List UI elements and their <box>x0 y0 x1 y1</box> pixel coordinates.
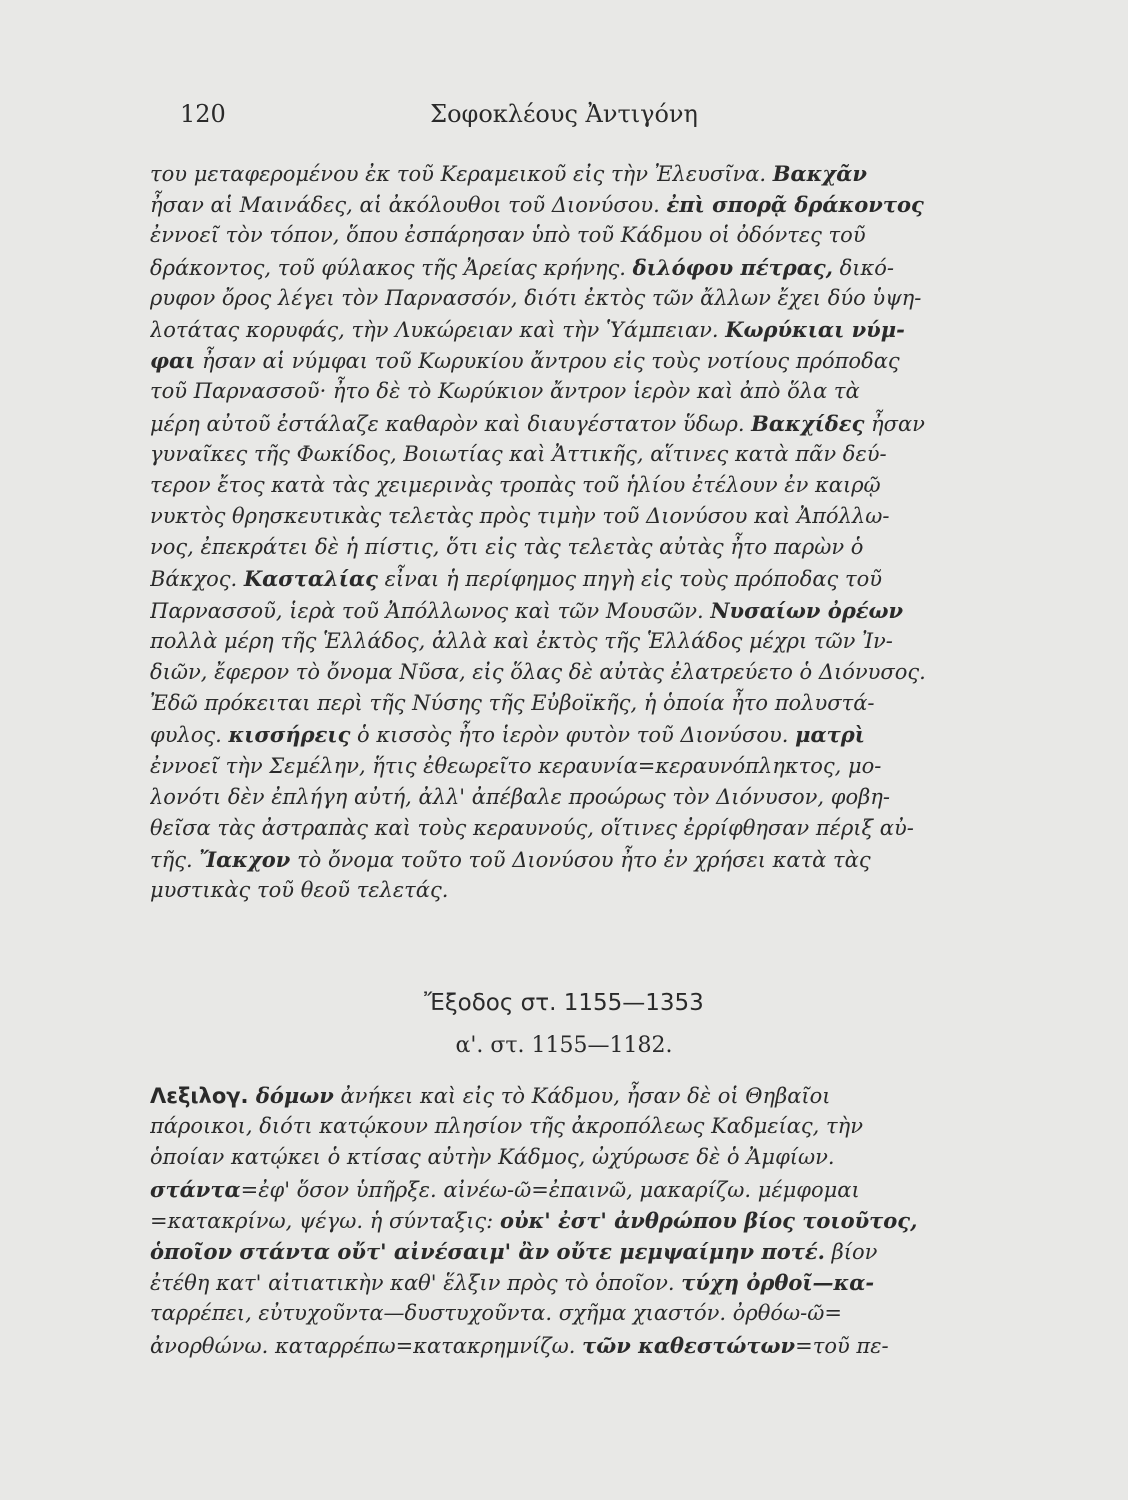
line-text: θεῖσα τὰς ἀστραπὰς καὶ τοὺς κεραυνούς, οἵτινες ἐρρίφθησαν πέριξ αὐ- <box>150 815 914 840</box>
line-text: δικό- <box>832 255 895 280</box>
glossary-line <box>150 1111 1030 1142</box>
commentary-line <box>150 844 1030 875</box>
line-text: Ἐδῶ πρόκειται περὶ τῆς Νύσης τῆς Εὐβοϊκῆς, ἡ ὁποία ἦτο πολυστά- <box>150 691 875 716</box>
line-text: Βάκχος. <box>150 567 244 592</box>
glossary-label: Λεξιλογ. <box>150 1084 256 1108</box>
commentary-line <box>150 376 1030 407</box>
commentary-line <box>150 501 1030 532</box>
headword: Νυσαίων ὀρέων <box>710 597 904 623</box>
line-text: δράκοντος, τοῦ φύλακος τῆς Ἀρείας κρήνης. <box>150 255 633 280</box>
line-text: ἦσαν αἱ νύμφαι τοῦ Κωρυκίου ἄντρου εἰς τοὺς νοτίους πρόποδας <box>195 349 900 374</box>
headword: ὁποῖον στάντα οὔτ' αἰνέσαιμ' ἂν οὔτε μεμψαίμην ποτέ. <box>150 1238 825 1264</box>
headword: φαι <box>150 348 196 374</box>
line-text: ἀνήκει καὶ εἰς τὸ Κάδμου, ἦσαν δὲ οἱ Θηβαῖοι <box>333 1084 831 1108</box>
commentary-line <box>150 408 1030 439</box>
commentary-text <box>150 158 1030 907</box>
commentary-line <box>150 751 1030 782</box>
commentary-line <box>150 532 1030 563</box>
glossary-line <box>150 1205 1030 1236</box>
commentary-line <box>150 595 1030 626</box>
line-text: ταρρέπει, εὐτυχοῦντα—δυστυχοῦντα. <box>150 1301 553 1326</box>
line-text: λοτάτας κορυφάς, τὴν Λυκώρειαν καὶ τὴν Ὑάμπειαν. <box>150 317 726 342</box>
glossary-line <box>150 1236 1030 1267</box>
headword: δόμων <box>255 1083 334 1108</box>
line-text: νος, ἐπεκράτει δὲ ἡ πίστις, ὅτι εἰς τὰς τελετὰς αὐτὰς ἦτο παρὼν ὁ <box>150 535 864 560</box>
commentary-line <box>150 782 1030 813</box>
line-text: ὁ κισσὸς ἦτο ἱερὸν φυτὸν τοῦ Διονύσου. <box>350 723 796 748</box>
glossary-line <box>150 1174 1030 1205</box>
line-text: γυναῖκες τῆς Φωκίδος, Βοιωτίας καὶ Ἀττικῆς, αἵτινες κατὰ πᾶν δεύ- <box>150 441 887 466</box>
line-text: τερον ἔτος κατὰ τὰς χειμερινὰς τροπὰς τοῦ ἡλίου ἐτέλουν ἐν καιρῷ <box>150 472 881 497</box>
line-text: ἐννοεῖ τὸν τόπον, ὅπου ἐσπάρησαν ὑπὸ τοῦ Κάδμου οἱ ὀδόντες τοῦ <box>150 223 866 248</box>
line-text: ἦσαν αἱ Μαινάδες, αἱ ἀκόλουθοι τοῦ Διονύσου. <box>150 193 667 218</box>
line-text: ὁποίαν κατῴκει ὁ κτίσας αὐτὴν Κάδμος, ὠχύρωσε δὲ ὁ Ἀμφίων. <box>150 1145 835 1170</box>
line-text: πολλὰ μέρη τῆς Ἑλλάδος, ἀλλὰ καὶ ἐκτὸς τῆς Ἑλλάδος μέχρι τῶν Ἰν- <box>150 628 893 653</box>
commentary-line <box>150 439 1030 470</box>
line-text: ἦσαν <box>864 411 925 436</box>
line-text: ἐτέθη κατ' αἰτιατικὴν καθ' ἕλξιν πρὸς τὸ ὁποῖον. <box>150 1271 682 1296</box>
line-text: νυκτὸς θρησκευτικὰς τελετὰς πρὸς τιμὴν τοῦ Διονύσου καὶ Ἀπόλλω- <box>150 504 890 529</box>
section-title: Ἔξοδος στ. 1155—1353 <box>424 990 704 1016</box>
commentary-line <box>150 813 1030 844</box>
page-number: 120 <box>180 100 226 128</box>
glossary-line <box>150 1330 1030 1361</box>
line-text: ἀνορθώνω. καταρρέπω=κατακρημνίζω. <box>150 1333 583 1358</box>
headword: τῶν καθεστώτων <box>582 1332 796 1358</box>
commentary-line <box>150 345 1030 376</box>
commentary-line <box>150 470 1030 501</box>
glossary-text <box>150 1080 1030 1361</box>
line-text: =ἐφ' ὅσον ὑπῆρξε. αἰνέω-ῶ=ἐπαινῶ, μακαρίζω. μέμφομαι <box>240 1177 860 1202</box>
commentary-line <box>150 283 1030 314</box>
commentary-line <box>150 657 1030 688</box>
headword: Κασταλίας <box>243 566 378 592</box>
commentary-line <box>150 158 1030 189</box>
line-text: ρυφον ὄρος λέγει τὸν Παρνασσόν, διότι ἐκτὸς τῶν ἄλλων ἔχει δύο ὑψη- <box>150 285 922 310</box>
headword: κισσήρεις <box>228 722 351 748</box>
line-text: πάροικοι, διότι κατῴκουν πλησίον τῆς ἀκροπόλεως Καδμείας, τὴν <box>150 1114 863 1139</box>
page-header <box>0 100 1128 136</box>
line-text: =κατακρίνω, ψέγω. ἡ σύνταξις: <box>150 1208 500 1233</box>
line-text: εἶναι ἡ περίφημος πηγὴ εἰς τοὺς πρόποδας τοῦ <box>377 567 882 592</box>
commentary-line <box>150 220 1030 251</box>
headword: Βακχίδες <box>751 410 865 436</box>
headword: Βακχᾶν <box>772 161 867 186</box>
commentary-line <box>150 875 1030 906</box>
headword: στάντα <box>150 1176 241 1202</box>
headword: οὐκ' ἐστ' ἀνθρώπου βίος τοιοῦτος, <box>499 1207 918 1233</box>
line-text: μέρη αὐτοῦ ἐστάλαζε καθαρὸν καὶ διαυγέστατον ὕδωρ. <box>150 411 752 436</box>
glossary-line <box>150 1267 1030 1298</box>
commentary-line <box>150 626 1030 657</box>
commentary-line <box>150 314 1030 345</box>
line-text: τὸ ὄνομα τοῦτο τοῦ Διονύσου ἦτο ἐν χρήσει κατὰ τὰς <box>290 848 871 873</box>
line-text: σχῆμα χιαστόν. ὀρθόω-ῶ= <box>552 1301 842 1326</box>
headword: Κωρύκιαι νύμ- <box>725 316 905 342</box>
headword: Ἴακχον <box>199 847 291 873</box>
headword: τύχη ὀρθοῖ—κα- <box>681 1270 875 1296</box>
line-text: ἐννοεῖ τὴν Σεμέλην, ἥτις ἐθεωρεῖτο κεραυνία=κεραυνόπληκτος, μο- <box>150 753 882 778</box>
line-text: τῆς. <box>150 848 200 873</box>
line-text: διῶν, ἔφερον τὸ ὄνομα Νῦσα, εἰς ὅλας δὲ αὐτὰς ἐλατρεύετο ὁ Διόνυσος. <box>150 660 926 684</box>
running-title: Σοφοκλέους Ἀντιγόνη <box>430 100 698 128</box>
line-text: Παρνασσοῦ, ἱερὰ τοῦ Ἀπόλλωνος καὶ τῶν Μουσῶν. <box>150 598 711 623</box>
line-text: λονότι δὲν ἐπλήγη αὐτή, ἀλλ' ἀπέβαλε προώρως τὸν Διόνυσον, φοβη- <box>150 784 890 809</box>
line-text: μυστικὰς τοῦ θεοῦ τελετάς. <box>150 878 449 903</box>
line-text: βίον <box>824 1239 878 1264</box>
commentary-line <box>150 563 1030 594</box>
section-subtitle: α'. στ. 1155—1182. <box>455 1033 673 1058</box>
headword: διλόφου πέτρας, <box>632 254 833 280</box>
line-text: =τοῦ πε- <box>795 1333 889 1358</box>
headword: ματρὶ <box>795 722 865 748</box>
line-text: τοῦ Παρνασσοῦ· ἦτο δὲ τὸ Κωρύκιον ἄντρον ἱερὸν καὶ ἀπὸ ὅλα τὰ <box>150 379 860 404</box>
line-text: φυλος. <box>150 723 229 748</box>
glossary-line <box>150 1080 1030 1111</box>
commentary-line <box>150 252 1030 283</box>
headword: ἐπὶ σπορᾷ δράκοντος <box>666 192 924 218</box>
line-text: του μεταφερομένου ἐκ τοῦ Κεραμεικοῦ εἰς τὴν Ἐλευσῖνα. <box>150 162 773 186</box>
commentary-line <box>150 688 1030 719</box>
commentary-line <box>150 189 1030 220</box>
commentary-line <box>150 719 1030 750</box>
glossary-line <box>150 1298 1030 1329</box>
glossary-line <box>150 1142 1030 1173</box>
